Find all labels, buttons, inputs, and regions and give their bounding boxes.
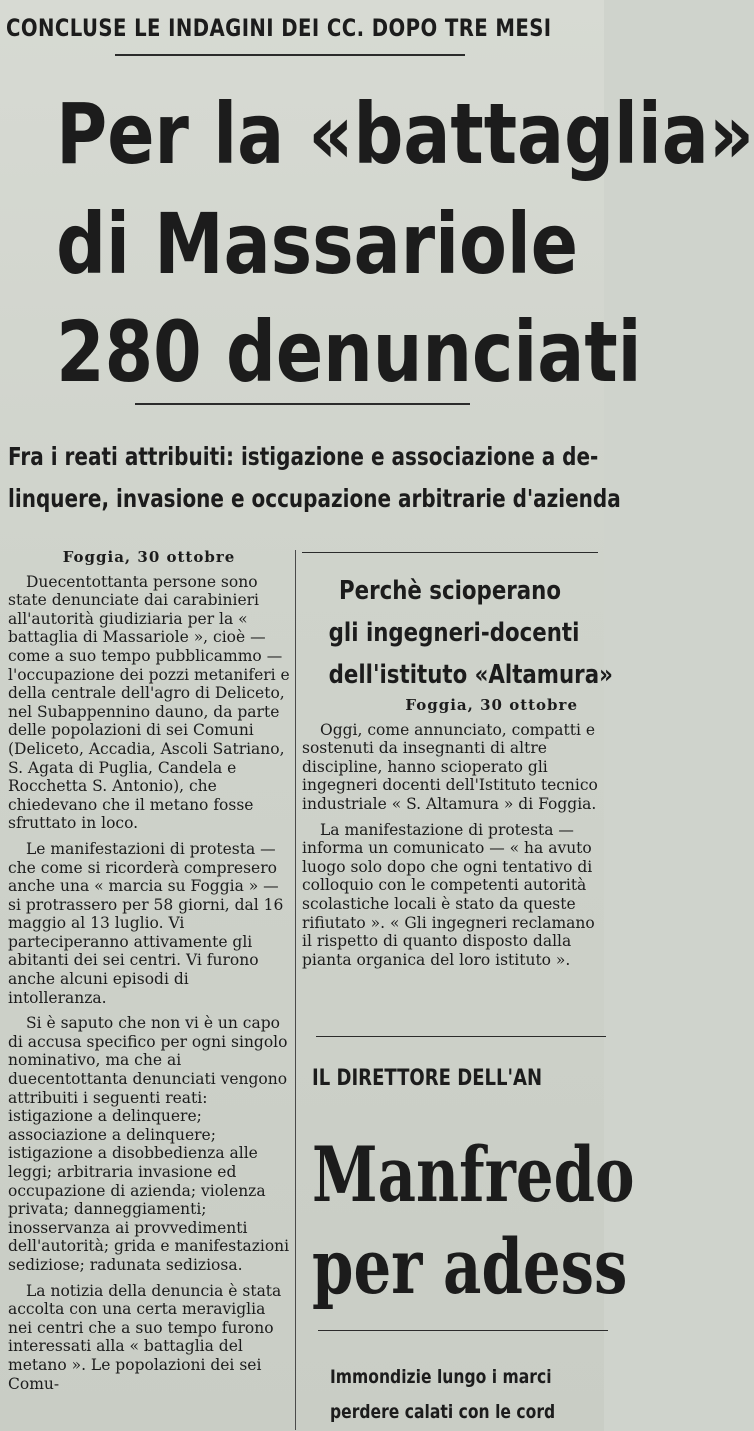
article-paragraph: Si è saputo che non vi è un capo di accusa specifico per ogni singolo nominativo, ma che ai duecentottanta denunciati vengono attribuiti i seguenti reati: istigazione a delinquere; associazione a delinquere; istigazione a disobbedienza alle leggi; arbitraria invasione ed occupazione di azienda; violenza privata; danneggiamenti; inosservanza ai provvedimenti dell'autorità; grida e manifestazioni sediziose; radunata sediziosa. (8, 1014, 290, 1274)
subhead-line-2: linquere, invasione e occupazione arbitrarie d'azienda (8, 484, 621, 513)
sidebar-title-line-1: Perchè scioperano (338, 576, 562, 606)
next-article-headline-line-1: Manfredo (312, 1130, 635, 1219)
next-article (312, 1066, 612, 1091)
next-article-sub-wrap (330, 1360, 630, 1430)
headline-line-3: 280 denunciati (56, 303, 642, 401)
next-article-headline-line-2: per adess (312, 1222, 628, 1311)
sidebar-dateline: Foggia, 30 ottobre (405, 696, 578, 714)
column-divider (295, 550, 296, 1430)
next-article-headline-1-wrap (312, 1130, 635, 1220)
sidebar-article (302, 570, 613, 976)
headline-line-2: di Massariole (56, 195, 579, 293)
article-paragraph: La notizia della denuncia è stata accolta con una certa meraviglia nei centri che a suo tempo furono interessati alla « battaglia del metano ». Le popolazioni dei sei Comu- (8, 1281, 282, 1393)
sidebar-paragraph: Oggi, come annunciato, compatti e sostenuti da insegnanti di altre discipline, hanno scioperato gli ingegneri docenti dell'Istituto tecnico industriale « S. Altamura » di Foggia. (302, 720, 598, 813)
article-dateline: Foggia, 30 ottobre (62, 548, 236, 566)
next-article-sub-rule (318, 1330, 608, 1331)
next-article-rule (316, 1036, 606, 1037)
article-paragraph: Le manifestazioni di protesta — che come si ricorderà compresero anche una « marcia su Foggia » — si protrassero per 58 giorni, dal 16 maggio al 13 luglio. Vi parteciperanno attivamente gli abitanti dei sei centri. Vi furono anche alcuni episodi di intolleranza. (8, 839, 284, 1007)
next-article-kicker: IL DIRETTORE DELL'AN (312, 1066, 543, 1091)
sidebar-title-line-3: dell'istituto «Altamura» (328, 660, 613, 690)
sidebar-title-line-2: gli ingegneri-docenti (328, 618, 580, 648)
next-article-sub-line-2: perdere calati con le cord (330, 1401, 556, 1423)
kicker: CONCLUSE LE INDAGINI DEI CC. DOPO TRE MESI (6, 14, 552, 42)
subhead-line-1: Fra i reati attribuiti: istigazione e associazione a de- (8, 442, 599, 471)
sidebar-paragraph: La manifestazione di protesta — informa un comunicato — « ha avuto luogo solo dopo che ogni tentativo di colloquio con le competenti autorità scolastiche locali è stato da queste rifiutato ». « Gli ingegneri reclamano il rispetto di quanto disposto dalla pianta organica del loro istituto ». (302, 820, 595, 969)
sidebar-top-rule (302, 552, 598, 553)
kicker-rule (115, 54, 465, 56)
headline-rule (135, 403, 470, 405)
next-article-headline-2-wrap (312, 1222, 628, 1312)
next-article-sub-line-1: Immondizie lungo i marci (330, 1366, 552, 1388)
headline-line-1: Per la «battaglia» (56, 85, 754, 183)
article-column (8, 548, 290, 1400)
article-paragraph: Duecentottanta persone sono state denunciate dai carabinieri all'autorità giudiziaria per la « battaglia di Massariole », cioè — come a suo tempo pubblicammo — l'occupazione dei pozzi metaniferi e della centrale dell'agro di Deliceto, nel Subappennino dauno, da parte delle popolazioni di sei Comuni (Deliceto, Accadia, Ascoli Satriano, S. Agata di Puglia, Candela e Rocchetta S. Antonio), che chiedevano che il metano fosse sfruttato in loco. (8, 572, 290, 833)
